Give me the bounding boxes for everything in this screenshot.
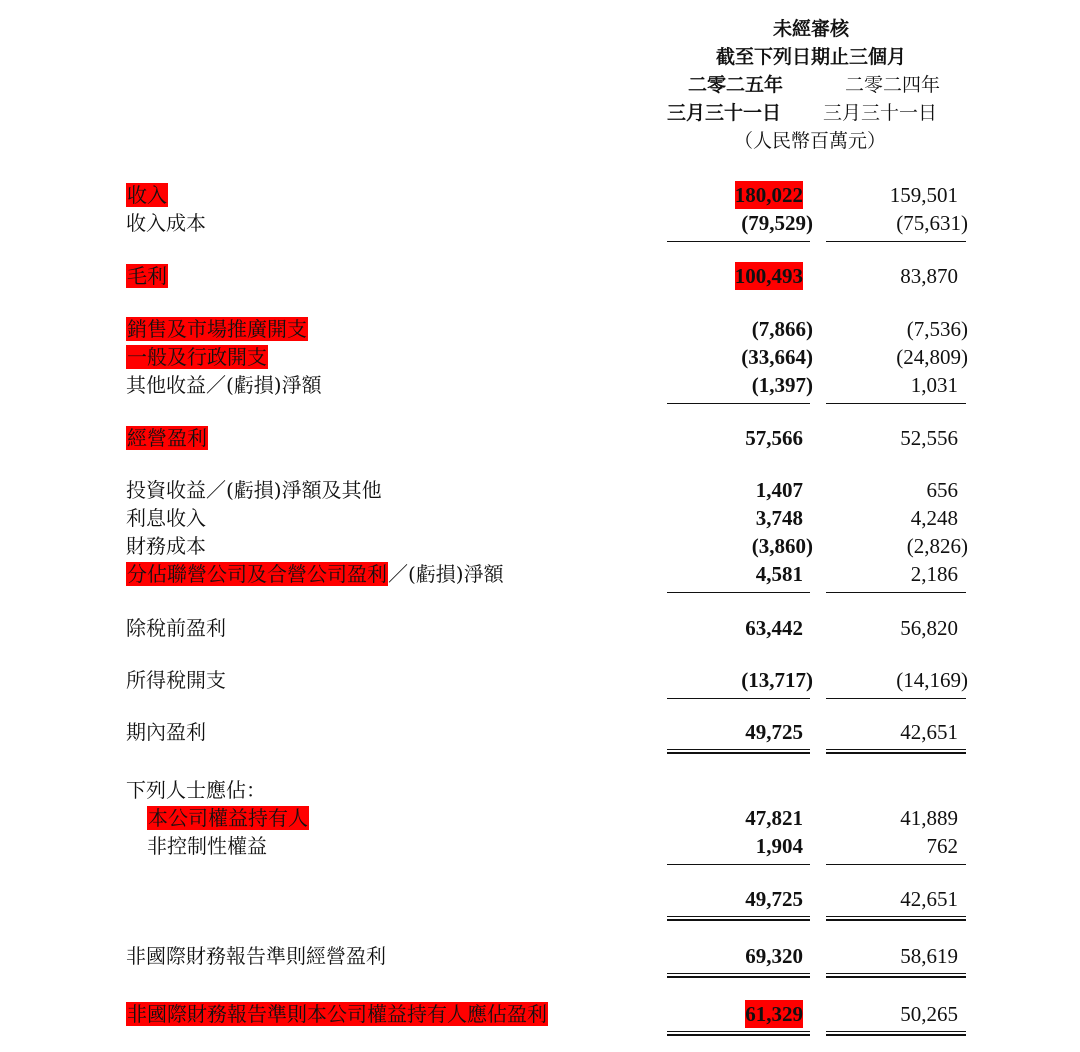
- value-2024: 42,651: [900, 887, 958, 911]
- value-2025: (1,397): [751, 373, 813, 397]
- row-interest-income: [0, 504, 1080, 532]
- row-label: 財務成本: [126, 534, 206, 558]
- row-label: 其他收益／(虧損)淨額: [126, 373, 322, 397]
- value-2024: (14,169): [896, 668, 968, 692]
- row-share-of-associates: [0, 560, 1080, 588]
- total-double-rule: [667, 749, 810, 754]
- date-2025-header: 三月三十一日: [667, 102, 782, 124]
- value-2025: 1,904: [755, 834, 803, 858]
- row-label: 收入成本: [126, 211, 206, 235]
- row-cost-of-revenue: [0, 209, 1080, 237]
- year-2025-header: 二零二五年: [688, 74, 784, 96]
- row-investment-gains: [0, 476, 1080, 504]
- value-2024: 58,619: [900, 944, 958, 968]
- value-2025: 3,748: [755, 506, 803, 530]
- value-2025: 47,821: [745, 806, 803, 830]
- value-2025: (33,664): [741, 345, 813, 369]
- row-label: 非控制性權益: [147, 834, 267, 858]
- value-2024: (7,536): [906, 317, 968, 341]
- row-operating-profit: [0, 424, 1080, 452]
- value-2025: 69,320: [745, 944, 803, 968]
- row-selling-expenses: [0, 315, 1080, 343]
- row-other-gains: [0, 371, 1080, 399]
- value-2025: 57,566: [745, 426, 803, 450]
- row-label-highlighted: 分佔聯營公司及合營公司盈利: [127, 562, 387, 586]
- value-2024: 656: [926, 478, 958, 502]
- row-label: 所得稅開支: [126, 668, 226, 692]
- row-non-controlling-interests: [0, 832, 1080, 860]
- subtotal-rule: [826, 864, 966, 865]
- total-double-rule: [826, 749, 966, 754]
- subtotal-rule: [667, 864, 810, 865]
- value-2025: 49,725: [745, 887, 803, 911]
- value-2025: 100,493: [734, 264, 803, 288]
- value-2024: 83,870: [900, 264, 958, 288]
- value-2024: 52,556: [900, 426, 958, 450]
- subtotal-rule: [667, 698, 810, 699]
- row-label-rest: ／(虧損)淨額: [388, 562, 504, 586]
- date-2024-header: 三月三十一日: [823, 102, 938, 124]
- total-double-rule: [667, 916, 810, 921]
- value-2024: (75,631): [896, 211, 968, 235]
- subtotal-rule: [667, 241, 810, 242]
- year-2024-header: 二零二四年: [845, 74, 941, 96]
- row-label: 期內盈利: [126, 720, 206, 744]
- row-label: 毛利: [127, 264, 167, 288]
- row-label: 除稅前盈利: [126, 616, 226, 640]
- row-profit-for-period: [0, 718, 1080, 746]
- row-income-tax: [0, 666, 1080, 694]
- row-profit-before-tax: [0, 614, 1080, 642]
- value-2024: (24,809): [896, 345, 968, 369]
- row-non-ifrs-net-profit: [0, 1000, 1080, 1028]
- row-label: 一般及行政開支: [127, 345, 267, 369]
- subtotal-rule: [826, 698, 966, 699]
- subtotal-rule: [667, 403, 810, 404]
- value-2024: 159,501: [889, 183, 958, 207]
- subtotal-rule: [826, 403, 966, 404]
- value-2025: (7,866): [751, 317, 813, 341]
- row-label: 銷售及市場推廣開支: [127, 317, 307, 341]
- value-2024: 50,265: [900, 1002, 958, 1026]
- value-2025: 49,725: [745, 720, 803, 744]
- value-2024: (2,826): [906, 534, 968, 558]
- row-attributable-header: [0, 776, 1080, 804]
- value-2025: 1,407: [755, 478, 803, 502]
- row-finance-costs: [0, 532, 1080, 560]
- row-revenue: [0, 181, 1080, 209]
- total-double-rule: [667, 1031, 810, 1036]
- row-label: 本公司權益持有人: [148, 806, 308, 830]
- value-2024: 4,248: [910, 506, 958, 530]
- value-2024: 1,031: [910, 373, 958, 397]
- row-gross-profit: [0, 262, 1080, 290]
- value-2025: 4,581: [755, 562, 803, 586]
- subtotal-rule: [826, 241, 966, 242]
- row-label: 非國際財務報告準則本公司權益持有人應佔盈利: [127, 1002, 547, 1026]
- total-double-rule: [826, 916, 966, 921]
- row-label: 下列人士應佔：: [126, 778, 266, 802]
- value-2025: 61,329: [745, 1002, 803, 1026]
- value-2025: (79,529): [741, 211, 813, 235]
- subtotal-rule: [826, 592, 966, 593]
- total-double-rule: [826, 973, 966, 978]
- row-non-ifrs-operating-profit: [0, 942, 1080, 970]
- row-label: 非國際財務報告準則經營盈利: [126, 944, 386, 968]
- value-2025: (3,860): [751, 534, 813, 558]
- value-2024: 2,186: [910, 562, 958, 586]
- value-2024: 41,889: [900, 806, 958, 830]
- row-label: 投資收益／(虧損)淨額及其他: [126, 478, 382, 502]
- row-total-attributable: [0, 885, 1080, 913]
- value-2025: (13,717): [741, 668, 813, 692]
- unit-header: （人民幣百萬元）: [733, 130, 886, 152]
- row-equity-holders: [0, 804, 1080, 832]
- total-double-rule: [667, 973, 810, 978]
- row-general-expenses: [0, 343, 1080, 371]
- row-label: 收入: [127, 183, 167, 207]
- audit-status-header: 未經審核: [772, 18, 849, 40]
- value-2024: 762: [926, 834, 958, 858]
- value-2024: 56,820: [900, 616, 958, 640]
- row-label: 經營盈利: [127, 426, 207, 450]
- row-label: 利息收入: [126, 506, 206, 530]
- value-2025: 63,442: [745, 616, 803, 640]
- period-header: 截至下列日期止三個月: [715, 46, 906, 68]
- total-double-rule: [826, 1031, 966, 1036]
- value-2025: 180,022: [734, 183, 803, 207]
- subtotal-rule: [667, 592, 810, 593]
- value-2024: 42,651: [900, 720, 958, 744]
